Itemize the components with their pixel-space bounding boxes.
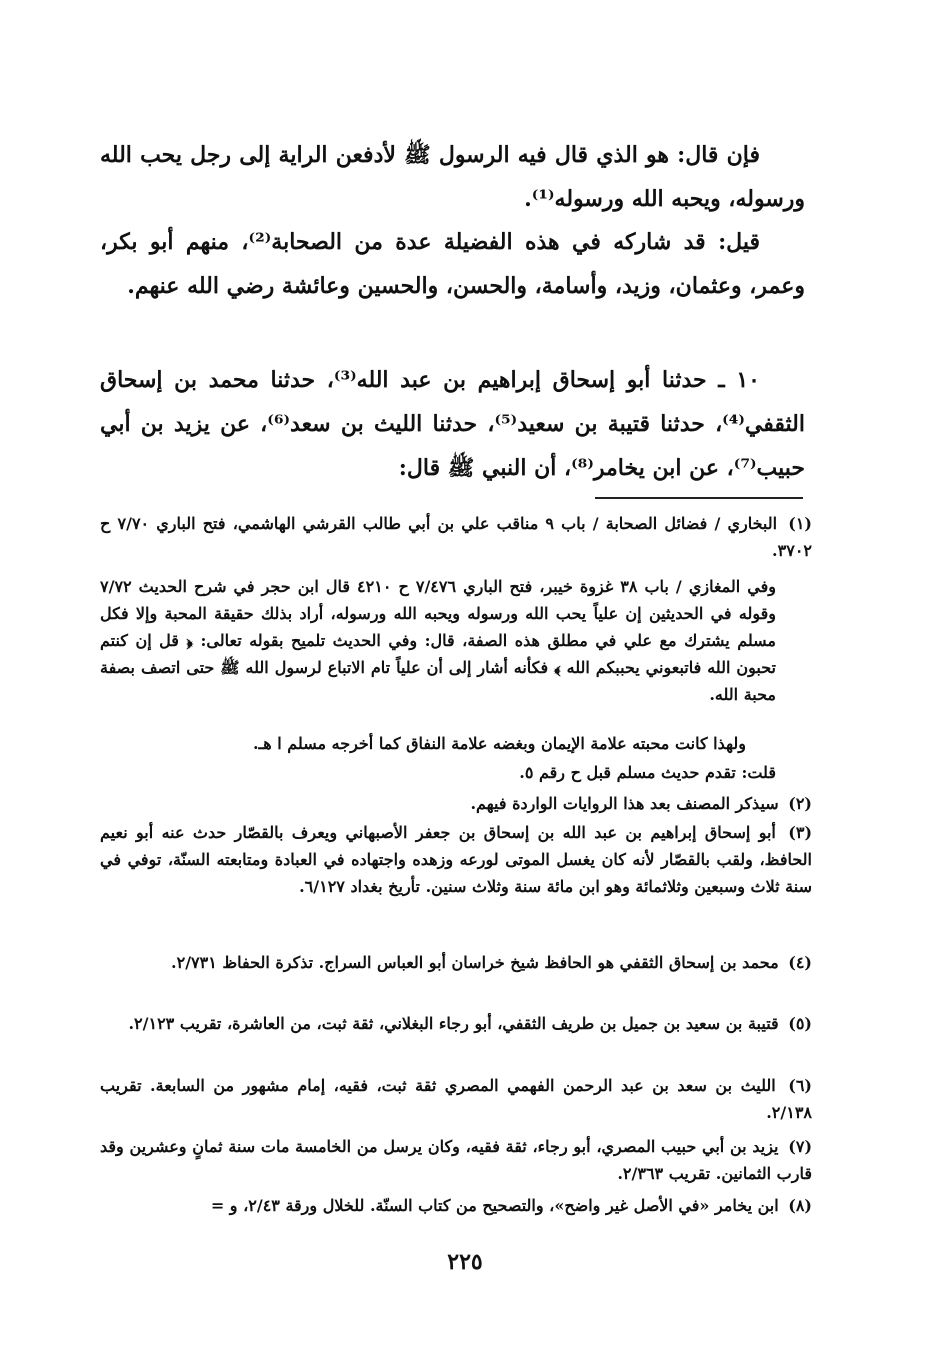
footnote-1 bbox=[100, 510, 812, 564]
footnote-1-remark bbox=[100, 759, 812, 786]
footnote-3 bbox=[100, 819, 812, 900]
footnote-2 bbox=[100, 790, 812, 817]
footnote-divider bbox=[595, 497, 803, 499]
footnote-number: (٦) bbox=[788, 1076, 812, 1095]
footnote-text: الليث بن سعد بن عبد الرحمن الفهمي المصري ثقة ثبت، فقيه، إمام مشهور من السابعة. تقريب ٢/١٣٨. bbox=[100, 1076, 812, 1122]
footnote-number: (٥) bbox=[788, 1014, 812, 1033]
footnote-number: (٤) bbox=[788, 953, 812, 972]
paragraph-text: ١٠ ـ حدثنا أبو إسحاق إبراهيم بن عبد الله⁽³⁾، حدثنا محمد بن إسحاق الثقفي⁽⁴⁾، حدثنا قتيبة بن سعيد⁽⁵⁾، حدثنا الليث بن سعد⁽⁶⁾، عن يزيد بن أبي حبيب⁽⁷⁾، عن ابن يخامر⁽⁸⁾، أن النبي ﷺ قال: bbox=[100, 367, 805, 481]
paragraph-text: فإن قال: هو الذي قال فيه الرسول ﷺ لأدفعن الراية إلى رجل يحب الله ورسوله، ويحبه الله ورسوله⁽¹⁾. bbox=[100, 142, 805, 212]
footnote-number: (٨) bbox=[788, 1196, 812, 1215]
footnote-8 bbox=[100, 1192, 812, 1219]
footnote-text: ولهذا كانت محبته علامة الإيمان وبغضه علامة النفاق كما أخرجه مسلم ا هـ. bbox=[252, 734, 746, 753]
paragraph-text: قيل: قد شاركه في هذه الفضيلة عدة من الصحابة⁽²⁾، منهم أبو بكر، وعمر، وعثمان، وزيد، وأسامة، والحسن، والحسين وعائشة رضي الله عنهم. bbox=[100, 229, 805, 299]
paragraph-hadith-10 bbox=[100, 358, 805, 490]
page-number: ٢٢٥ bbox=[447, 1249, 483, 1275]
paragraph-reply bbox=[100, 220, 805, 308]
footnote-number: (٣) bbox=[788, 823, 813, 842]
footnote-7 bbox=[100, 1133, 812, 1187]
footnote-text: ابن يخامر «في الأصل غير واضح»، والتصحيح من كتاب السنّة. للخلال ورقة ٢/٤٣، و = bbox=[210, 1196, 779, 1215]
footnote-number: (٢) bbox=[788, 794, 812, 813]
footnote-text: قلت: تقدم حديث مسلم قبل ح رقم ٥. bbox=[519, 763, 776, 782]
footnote-1-continuation-2 bbox=[100, 730, 812, 757]
footnote-text: يزيد بن أبي حبيب المصري، أبو رجاء، ثقة فقيه، وكان يرسل من الخامسة مات سنة ثمانٍ وعشرين وقد قارب الثمانين. تقريب ٢/٣٦٣. bbox=[100, 1137, 812, 1183]
footnote-1-continuation bbox=[100, 573, 812, 708]
footnote-number: (١) bbox=[788, 514, 812, 533]
footnote-text: سيذكر المصنف بعد هذا الروايات الواردة فيهم. bbox=[470, 794, 779, 813]
footnote-6 bbox=[100, 1072, 812, 1126]
footnote-text: البخاري / فضائل الصحابة / باب ٩ مناقب علي بن أبي طالب القرشي الهاشمي، فتح الباري ٧/٧٠ ح ٣٧٠٢. bbox=[100, 514, 812, 560]
footnote-text: محمد بن إسحاق الثقفي هو الحافظ شيخ خراسان أبو العباس السراج. تذكرة الحفاظ ٢/٧٣١. bbox=[171, 953, 779, 972]
footnote-text: أبو إسحاق إبراهيم بن عبد الله بن إسحاق بن جعفر الأصبهاني ويعرف بالقصّار حدث عنه أبو نعيم الحافظ، ولقب بالقصّار لأنه كان يغسل الموتى لورعه وزهده واجتهاده في العبادة ومتابعته السنّة، توفي في سنة ثلاث وسبعين وثلاثمائة وهو ابن مائة سنة وثلاث سنين. تأريخ بغداد ٦/١٢٧. bbox=[100, 823, 812, 896]
paragraph-objection bbox=[100, 133, 805, 221]
footnote-5 bbox=[100, 1010, 812, 1037]
footnote-text: قتيبة بن سعيد بن جميل بن طريف الثقفي، أبو رجاء البغلاني، ثقة ثبت، من العاشرة، تقريب ٢/١٢٣. bbox=[128, 1014, 779, 1033]
footnote-4 bbox=[100, 949, 812, 976]
footnote-text: وفي المغازي / باب ٣٨ غزوة خيبر، فتح الباري ٧/٤٧٦ ح ٤٢١٠ قال ابن حجر في شرح الحديث ٧/٧٢ وقوله في الحديثين إن علياً يحب الله ورسوله ويحبه الله ورسوله، أراد بذلك حقيقة المحبة وإلا فكل مسلم يشترك مع علي في مطلق هذه الصفة، قال: وفي الحديث تلميح بقوله تعالى: ﴿ قل إن كنتم تحبون الله فاتبعوني يحببكم الله ﴾ فكأنه أشار إلى أن علياً تام الاتباع لرسول الله ﷺ حتى اتصف بصفة محبة الله. bbox=[100, 577, 777, 704]
footnote-number: (٧) bbox=[788, 1137, 813, 1156]
